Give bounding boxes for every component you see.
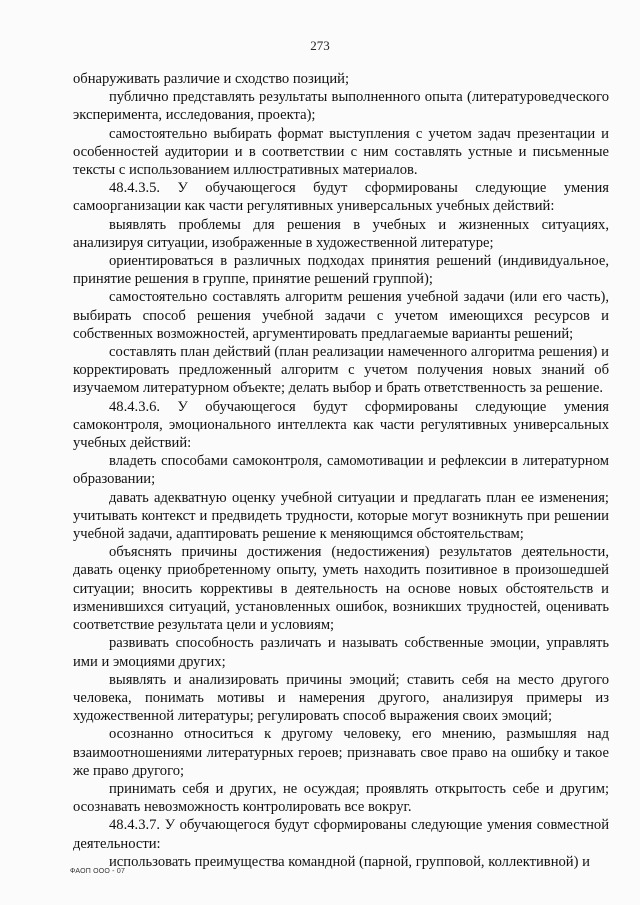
paragraph: самостоятельно составлять алгоритм решения учебной задачи (или его часть), выбирать способ решения учебной задачи с учетом имеющихся ресурсов и собственных возможностей, аргументировать предлагаемые варианты решений; xyxy=(73,289,609,342)
paragraph: выявлять проблемы для решения в учебных и жизненных ситуациях, анализируя ситуации, изображенные в художественной литературе; xyxy=(73,216,609,251)
paragraph: осознанно относиться к другому человеку, его мнению, размышляя над взаимоотношениями литературных героев; признавать свое право на ошибку и такое же право другого; xyxy=(73,726,609,779)
paragraph: принимать себя и других, не осуждая; проявлять открытость себе и другим; осознавать невозможность контролировать все вокруг. xyxy=(73,780,609,816)
paragraph: ориентироваться в различных подходах принятия решений (индивидуальное, принятие решения в группе, принятие решений группой); xyxy=(73,253,609,288)
page-number: 273 xyxy=(310,38,330,53)
document-body xyxy=(73,70,609,871)
footer-code: ФАОП ООО - 07 xyxy=(70,868,126,875)
paragraph: объяснять причины достижения (недостижения) результатов деятельности, давать оценку приобретенному опыту, уметь находить позитивное в произошедшей ситуации; вносить коррективы в деятельность на основе новых обстоятельств и изменившихся ситуаций, установленных ошибок, возникших трудностей, оценивать соответствие результата цели и условиям; xyxy=(73,544,609,634)
paragraph: самостоятельно выбирать формат выступления с учетом задач презентации и особенностей аудитории и в соответствии с ним составлять устные и письменные тексты с использованием иллюстративных материалов. xyxy=(73,125,609,179)
paragraph: развивать способность различать и называть собственные эмоции, управлять ими и эмоциями других; xyxy=(73,635,609,670)
paragraph: давать адекватную оценку учебной ситуации и предлагать план ее изменения; учитывать контекст и предвидеть трудности, которые могут возникнуть при решении учебной задачи, адаптировать решение к меняющимся обстоятельствам; xyxy=(73,489,609,543)
paragraph: 48.4.3.5. У обучающегося будут сформированы следующие умения самоорганизации как части регулятивных универсальных учебных действий: xyxy=(73,180,609,215)
paragraph: публично представлять результаты выполненного опыта (литературоведческого эксперимента, исследования, проекта); xyxy=(73,89,609,124)
paragraph: 48.4.3.6. У обучающегося будут сформированы следующие умения самоконтроля, эмоционального интеллекта как части регулятивных универсальных учебных действий: xyxy=(73,398,609,452)
paragraph: составлять план действий (план реализации намеченного алгоритма решения) и корректировать предложенный алгоритм с учетом получения новых знаний об изучаемом литературном объекте; делать выбор и брать ответственность за решение. xyxy=(73,344,609,397)
paragraph: владеть способами самоконтроля, самомотивации и рефлексии в литературном образовании; xyxy=(73,453,609,488)
paragraph: обнаруживать различие и сходство позиций; xyxy=(73,71,350,87)
paragraph: 48.4.3.7. У обучающегося будут сформированы следующие умения совместной деятельности: xyxy=(73,817,609,852)
paragraph: использовать преимущества командной (парной, групповой, коллективной) и xyxy=(109,853,590,870)
paragraph: выявлять и анализировать причины эмоций; ставить себя на место другого человека, понимать мотивы и намерения другого, анализируя примеры из художественной литературы; регулировать способ выражения своих эмоций; xyxy=(73,671,609,725)
